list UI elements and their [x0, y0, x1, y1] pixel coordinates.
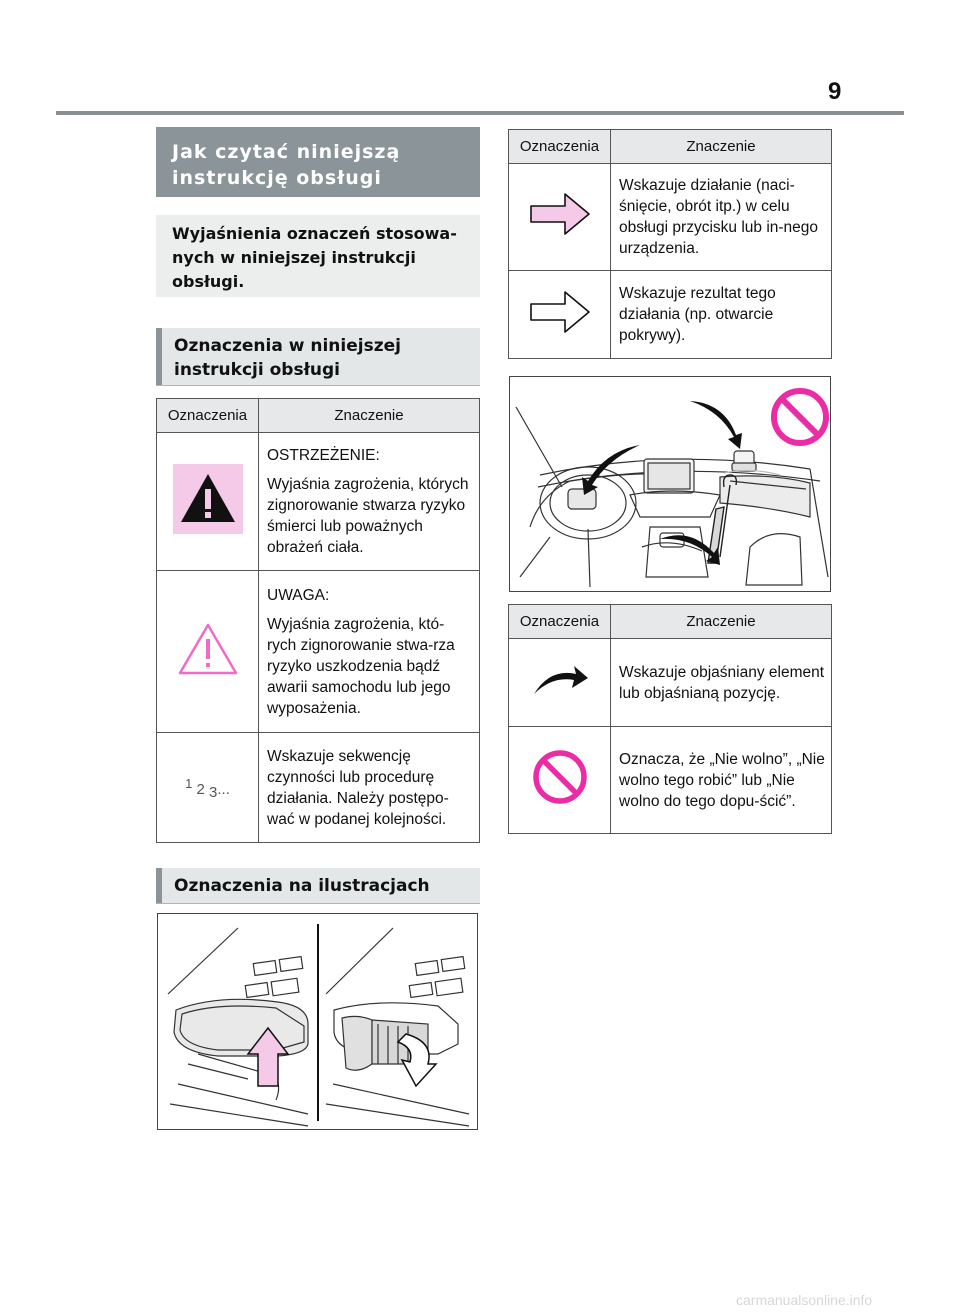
console-illustration — [157, 913, 478, 1130]
table-row — [509, 639, 832, 727]
overhead-console-drawing — [158, 914, 479, 1131]
pink-action-arrow-icon — [529, 190, 591, 238]
table-header-symbol: Oznaczenia — [157, 399, 259, 433]
sequence-numbers-icon: $^1$ 2 $_3$... — [185, 775, 230, 801]
caution-triangle-outline-icon — [177, 622, 239, 676]
action-arrow-description: Wskazuje działanie (naci-śnięcie, obrót itp.) w celu obsługi przycisku lub in-nego urządzenia. — [619, 177, 819, 257]
prohibition-sign-icon — [774, 391, 826, 443]
page-title: Jak czytać niniejszą instrukcję obsługi — [156, 127, 480, 197]
section-heading-illustrations: Oznaczenia na ilustracjach — [156, 868, 480, 904]
prohibition-description: Oznacza, że „Nie wolno”, „Nie wolno tego robić” lub „Nie wolno do tego dopu-ścić”. — [619, 750, 825, 810]
outline-result-arrow-icon — [529, 288, 591, 336]
curved-pointer-arrow-icon — [530, 660, 590, 700]
table-header-meaning: Znaczenie — [259, 399, 480, 433]
manual-symbols-table — [156, 398, 480, 843]
table-header-symbol: Oznaczenia — [509, 130, 611, 164]
footer-watermark-url: carmanualsonline.info — [736, 1292, 873, 1308]
rotate-down-arrow-icon — [398, 1034, 436, 1086]
table-row — [509, 271, 832, 359]
warning-label: OSTRZEŻENIE: — [267, 447, 380, 464]
pointer-arrow-description: Wskazuje objaśniany element lub objaśnianą pozycję. — [619, 663, 825, 702]
sequence-description: Wskazuje sekwencję czynności lub procedurę działania. Należy postępo-wać w podanej kolejności. — [267, 747, 449, 828]
table-row — [509, 727, 832, 834]
table-row — [157, 571, 480, 733]
car-interior-drawing — [510, 377, 832, 593]
caution-description: Wyjaśnia zagrożenia, któ-rych zignorowanie stwa-rza ryzyko uszkodzenia bądź awarii samochodu lub jego wyposażenia. — [267, 615, 455, 717]
table-header-symbol: Oznaczenia — [509, 605, 611, 639]
table-row — [509, 164, 832, 271]
page-number: 9 — [828, 78, 842, 105]
result-arrow-description: Wskazuje rezultat tego działania (np. otwarcie pokrywy). — [619, 285, 776, 344]
caution-label: UWAGA: — [267, 586, 330, 604]
illustration-symbols-table-a — [508, 129, 832, 359]
illustration-symbols-table-b — [508, 604, 832, 834]
table-row — [157, 733, 480, 843]
warning-description: Wyjaśnia zagrożenia, których zignorowanie stwarza ryzyko śmierci lub poważnych obrażeń ciała. — [267, 476, 469, 556]
intro-text: Wyjaśnienia oznaczeń stosowa- nych w niniejszej instrukcji obsługi. — [156, 215, 480, 297]
top-rule — [56, 111, 904, 115]
table-row — [157, 433, 480, 571]
section-heading-manual-symbols: Oznaczenia w niniejszej instrukcji obsługi — [156, 328, 480, 386]
warning-triangle-filled-icon — [173, 464, 243, 534]
table-header-meaning: Znaczenie — [611, 130, 832, 164]
prohibition-sign-icon — [530, 747, 590, 807]
car-interior-illustration — [509, 376, 831, 592]
table-header-meaning: Znaczenie — [611, 605, 832, 639]
